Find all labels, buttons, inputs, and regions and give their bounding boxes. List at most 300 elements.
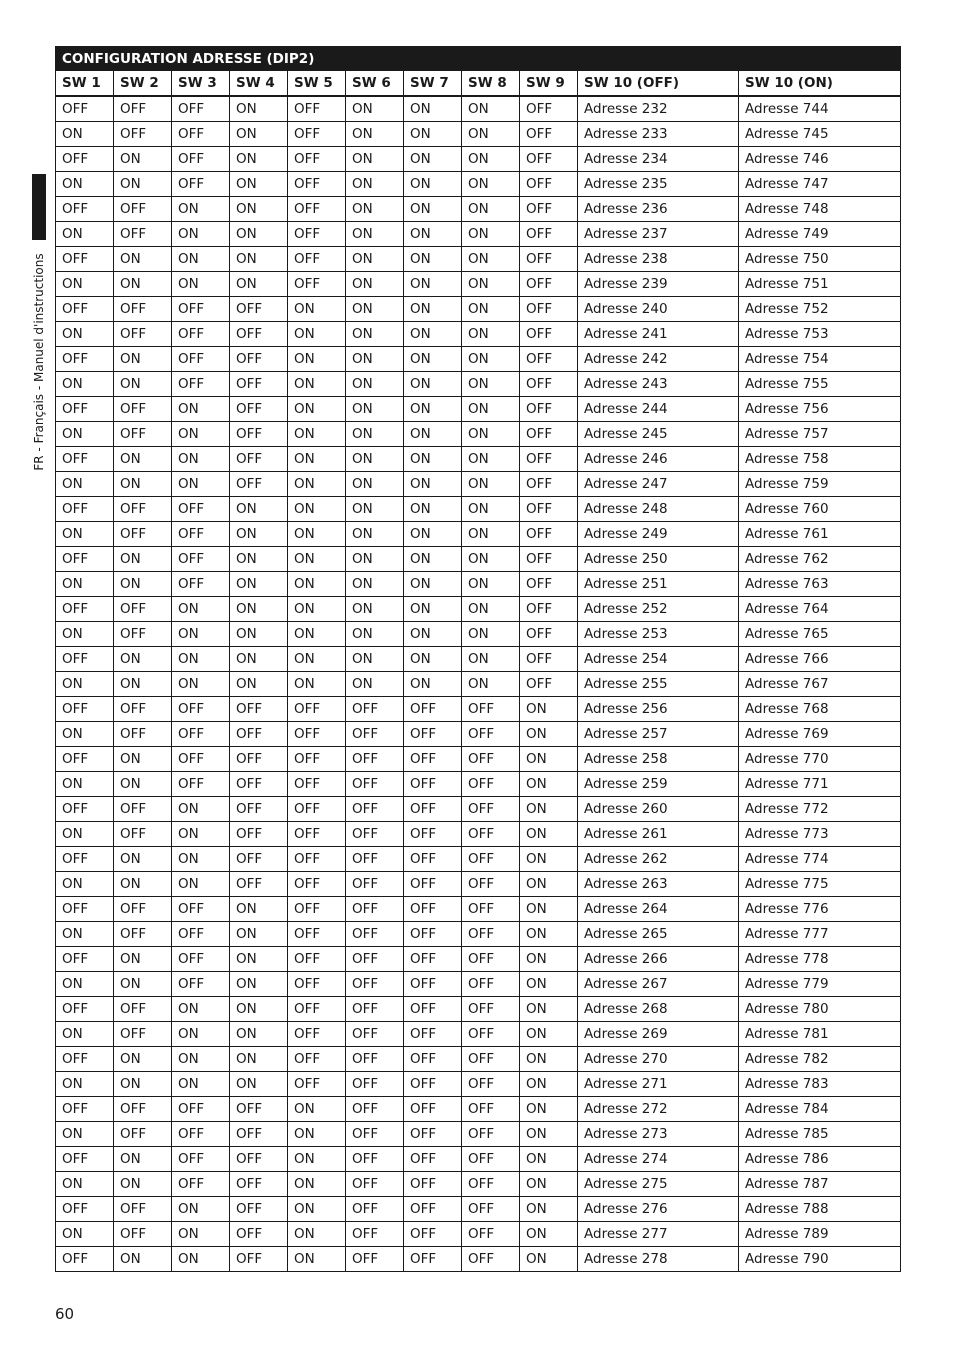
switch-state-cell: ON	[346, 497, 404, 522]
switch-state-cell: OFF	[114, 397, 172, 422]
column-header: SW 10 (OFF)	[578, 71, 739, 97]
switch-state-cell: ON	[462, 447, 520, 472]
switch-state-cell: ON	[114, 1172, 172, 1197]
address-cell: Adresse 240	[578, 297, 739, 322]
switch-state-cell: ON	[288, 647, 346, 672]
switch-state-cell: ON	[520, 1022, 578, 1047]
switch-state-cell: ON	[230, 222, 288, 247]
switch-state-cell: OFF	[230, 722, 288, 747]
switch-state-cell: OFF	[114, 997, 172, 1022]
table-row	[56, 847, 901, 872]
switch-state-cell: ON	[346, 222, 404, 247]
switch-state-cell: ON	[462, 497, 520, 522]
switch-state-cell: ON	[56, 1022, 114, 1047]
switch-state-cell: OFF	[114, 797, 172, 822]
table-row	[56, 622, 901, 647]
switch-state-cell: ON	[230, 497, 288, 522]
address-cell: Adresse 270	[578, 1047, 739, 1072]
switch-state-cell: ON	[346, 397, 404, 422]
switch-state-cell: ON	[172, 447, 230, 472]
switch-state-cell: ON	[520, 1147, 578, 1172]
address-cell: Adresse 276	[578, 1197, 739, 1222]
switch-state-cell: OFF	[288, 122, 346, 147]
switch-state-cell: ON	[288, 1147, 346, 1172]
switch-state-cell: ON	[404, 497, 462, 522]
switch-state-cell: OFF	[114, 1222, 172, 1247]
switch-state-cell: OFF	[288, 822, 346, 847]
switch-state-cell: OFF	[462, 772, 520, 797]
side-section-label: FR - Français - Manuel d'instructions	[32, 253, 46, 471]
address-cell: Adresse 267	[578, 972, 739, 997]
switch-state-cell: OFF	[520, 272, 578, 297]
switch-state-cell: ON	[230, 1022, 288, 1047]
switch-state-cell: ON	[114, 372, 172, 397]
switch-state-cell: OFF	[404, 972, 462, 997]
switch-state-cell: ON	[404, 447, 462, 472]
switch-state-cell: ON	[346, 122, 404, 147]
address-cell: Adresse 781	[739, 1022, 901, 1047]
column-header: SW 4	[230, 71, 288, 97]
address-cell: Adresse 241	[578, 322, 739, 347]
address-cell: Adresse 753	[739, 322, 901, 347]
column-header: SW 10 (ON)	[739, 71, 901, 97]
switch-state-cell: ON	[288, 1222, 346, 1247]
switch-state-cell: OFF	[230, 322, 288, 347]
switch-state-cell: ON	[56, 572, 114, 597]
switch-state-cell: ON	[56, 322, 114, 347]
switch-state-cell: OFF	[288, 247, 346, 272]
switch-state-cell: ON	[288, 347, 346, 372]
switch-state-cell: OFF	[404, 722, 462, 747]
address-cell: Adresse 238	[578, 247, 739, 272]
switch-state-cell: ON	[520, 747, 578, 772]
switch-state-cell: OFF	[114, 422, 172, 447]
switch-state-cell: ON	[520, 1172, 578, 1197]
switch-state-cell: OFF	[288, 997, 346, 1022]
switch-state-cell: OFF	[346, 847, 404, 872]
table-row	[56, 797, 901, 822]
switch-state-cell: ON	[462, 272, 520, 297]
switch-state-cell: OFF	[404, 1197, 462, 1222]
switch-state-cell: OFF	[346, 1147, 404, 1172]
switch-state-cell: ON	[288, 422, 346, 447]
switch-state-cell: OFF	[520, 572, 578, 597]
switch-state-cell: ON	[346, 422, 404, 447]
switch-state-cell: OFF	[462, 1047, 520, 1072]
switch-state-cell: OFF	[288, 96, 346, 122]
switch-state-cell: ON	[404, 96, 462, 122]
switch-state-cell: ON	[114, 772, 172, 797]
address-cell: Adresse 744	[739, 96, 901, 122]
switch-state-cell: ON	[114, 272, 172, 297]
switch-state-cell: OFF	[172, 297, 230, 322]
address-cell: Adresse 752	[739, 297, 901, 322]
switch-state-cell: ON	[230, 96, 288, 122]
switch-state-cell: ON	[56, 772, 114, 797]
switch-state-cell: OFF	[288, 872, 346, 897]
switch-state-cell: OFF	[462, 1172, 520, 1197]
switch-state-cell: OFF	[288, 747, 346, 772]
switch-state-cell: OFF	[230, 297, 288, 322]
switch-state-cell: ON	[404, 522, 462, 547]
switch-state-cell: OFF	[346, 872, 404, 897]
switch-state-cell: OFF	[520, 172, 578, 197]
table-row	[56, 547, 901, 572]
switch-state-cell: ON	[114, 147, 172, 172]
table-row	[56, 247, 901, 272]
switch-state-cell: ON	[172, 1072, 230, 1097]
address-cell: Adresse 757	[739, 422, 901, 447]
page-number: 60	[55, 1305, 75, 1323]
switch-state-cell: OFF	[172, 1172, 230, 1197]
switch-state-cell: ON	[56, 1072, 114, 1097]
switch-state-cell: OFF	[288, 272, 346, 297]
switch-state-cell: OFF	[288, 697, 346, 722]
switch-state-cell: ON	[172, 1222, 230, 1247]
switch-state-cell: OFF	[56, 597, 114, 622]
switch-state-cell: OFF	[520, 547, 578, 572]
switch-state-cell: OFF	[346, 722, 404, 747]
switch-state-cell: ON	[346, 622, 404, 647]
switch-state-cell: ON	[404, 597, 462, 622]
switch-state-cell: ON	[230, 997, 288, 1022]
switch-state-cell: OFF	[230, 1172, 288, 1197]
switch-state-cell: ON	[288, 472, 346, 497]
switch-state-cell: ON	[56, 872, 114, 897]
switch-state-cell: ON	[114, 747, 172, 772]
switch-state-cell: OFF	[520, 397, 578, 422]
switch-state-cell: ON	[172, 847, 230, 872]
switch-state-cell: OFF	[346, 797, 404, 822]
switch-state-cell: ON	[56, 972, 114, 997]
switch-state-cell: OFF	[56, 897, 114, 922]
switch-state-cell: ON	[520, 922, 578, 947]
switch-state-cell: OFF	[172, 897, 230, 922]
switch-state-cell: ON	[172, 247, 230, 272]
switch-state-cell: OFF	[172, 372, 230, 397]
switch-state-cell: OFF	[346, 1097, 404, 1122]
switch-state-cell: ON	[230, 122, 288, 147]
switch-state-cell: ON	[172, 222, 230, 247]
address-cell: Adresse 269	[578, 1022, 739, 1047]
column-header: SW 5	[288, 71, 346, 97]
switch-state-cell: ON	[462, 672, 520, 697]
address-cell: Adresse 779	[739, 972, 901, 997]
switch-state-cell: ON	[56, 1172, 114, 1197]
switch-state-cell: ON	[404, 647, 462, 672]
switch-state-cell: OFF	[520, 322, 578, 347]
column-header: SW 2	[114, 71, 172, 97]
switch-state-cell: ON	[520, 1097, 578, 1122]
switch-state-cell: OFF	[346, 1222, 404, 1247]
column-header: SW 3	[172, 71, 230, 97]
switch-state-cell: OFF	[172, 522, 230, 547]
address-cell: Adresse 756	[739, 397, 901, 422]
switch-state-cell: ON	[230, 672, 288, 697]
address-cell: Adresse 748	[739, 197, 901, 222]
switch-state-cell: ON	[288, 447, 346, 472]
switch-state-cell: ON	[230, 572, 288, 597]
switch-state-cell: OFF	[230, 472, 288, 497]
switch-state-cell: OFF	[172, 947, 230, 972]
switch-state-cell: OFF	[230, 822, 288, 847]
switch-state-cell: ON	[288, 497, 346, 522]
switch-state-cell: OFF	[114, 822, 172, 847]
switch-state-cell: ON	[462, 397, 520, 422]
switch-state-cell: ON	[230, 1072, 288, 1097]
switch-state-cell: OFF	[114, 697, 172, 722]
address-cell: Adresse 233	[578, 122, 739, 147]
switch-state-cell: OFF	[56, 547, 114, 572]
switch-state-cell: OFF	[172, 972, 230, 997]
address-cell: Adresse 790	[739, 1247, 901, 1272]
table-row	[56, 1097, 901, 1122]
switch-state-cell: ON	[172, 672, 230, 697]
switch-state-cell: ON	[404, 422, 462, 447]
switch-state-cell: OFF	[56, 997, 114, 1022]
address-cell: Adresse 264	[578, 897, 739, 922]
switch-state-cell: ON	[172, 1047, 230, 1072]
switch-state-cell: OFF	[172, 547, 230, 572]
table-row	[56, 1172, 901, 1197]
switch-state-cell: OFF	[404, 997, 462, 1022]
address-cell: Adresse 788	[739, 1197, 901, 1222]
address-cell: Adresse 751	[739, 272, 901, 297]
switch-state-cell: ON	[114, 247, 172, 272]
table-row	[56, 372, 901, 397]
switch-state-cell: OFF	[288, 722, 346, 747]
switch-state-cell: ON	[462, 522, 520, 547]
column-header: SW 8	[462, 71, 520, 97]
switch-state-cell: ON	[288, 1122, 346, 1147]
table-row	[56, 647, 901, 672]
switch-state-cell: OFF	[404, 872, 462, 897]
address-cell: Adresse 251	[578, 572, 739, 597]
switch-state-cell: ON	[462, 597, 520, 622]
switch-state-cell: ON	[462, 372, 520, 397]
switch-state-cell: ON	[462, 247, 520, 272]
switch-state-cell: ON	[230, 522, 288, 547]
switch-state-cell: ON	[172, 422, 230, 447]
address-cell: Adresse 784	[739, 1097, 901, 1122]
switch-state-cell: ON	[114, 472, 172, 497]
switch-state-cell: OFF	[520, 497, 578, 522]
switch-state-cell: OFF	[56, 197, 114, 222]
address-cell: Adresse 268	[578, 997, 739, 1022]
switch-state-cell: OFF	[520, 672, 578, 697]
switch-state-cell: ON	[462, 222, 520, 247]
switch-state-cell: ON	[346, 522, 404, 547]
table-row	[56, 447, 901, 472]
switch-state-cell: OFF	[230, 697, 288, 722]
switch-state-cell: ON	[520, 947, 578, 972]
table-row	[56, 572, 901, 597]
switch-state-cell: ON	[288, 372, 346, 397]
switch-state-cell: OFF	[114, 1022, 172, 1047]
address-cell: Adresse 749	[739, 222, 901, 247]
address-cell: Adresse 243	[578, 372, 739, 397]
switch-state-cell: ON	[172, 472, 230, 497]
address-cell: Adresse 272	[578, 1097, 739, 1122]
switch-state-cell: ON	[172, 872, 230, 897]
switch-state-cell: ON	[172, 647, 230, 672]
switch-state-cell: ON	[520, 822, 578, 847]
address-cell: Adresse 786	[739, 1147, 901, 1172]
switch-state-cell: OFF	[462, 997, 520, 1022]
switch-state-cell: OFF	[520, 297, 578, 322]
switch-state-cell: ON	[462, 96, 520, 122]
switch-state-cell: OFF	[288, 797, 346, 822]
table-row	[56, 672, 901, 697]
switch-state-cell: ON	[520, 1247, 578, 1272]
switch-state-cell: OFF	[172, 722, 230, 747]
switch-state-cell: OFF	[288, 1072, 346, 1097]
switch-state-cell: OFF	[346, 747, 404, 772]
table-row	[56, 147, 901, 172]
table-header-row	[56, 71, 901, 97]
switch-state-cell: ON	[346, 472, 404, 497]
switch-state-cell: OFF	[230, 447, 288, 472]
table-row	[56, 272, 901, 297]
switch-state-cell: ON	[404, 197, 462, 222]
switch-state-cell: OFF	[404, 697, 462, 722]
switch-state-cell: ON	[172, 622, 230, 647]
switch-state-cell: OFF	[462, 947, 520, 972]
table-row	[56, 1047, 901, 1072]
switch-state-cell: OFF	[114, 1122, 172, 1147]
address-cell: Adresse 787	[739, 1172, 901, 1197]
switch-state-cell: ON	[172, 1197, 230, 1222]
address-cell: Adresse 768	[739, 697, 901, 722]
switch-state-cell: ON	[462, 422, 520, 447]
address-cell: Adresse 776	[739, 897, 901, 922]
column-header: SW 1	[56, 71, 114, 97]
switch-state-cell: ON	[230, 172, 288, 197]
address-cell: Adresse 274	[578, 1147, 739, 1172]
switch-state-cell: OFF	[404, 1222, 462, 1247]
switch-state-cell: OFF	[114, 522, 172, 547]
table-row	[56, 1247, 901, 1272]
switch-state-cell: OFF	[462, 1197, 520, 1222]
switch-state-cell: OFF	[520, 447, 578, 472]
switch-state-cell: ON	[520, 1122, 578, 1147]
switch-state-cell: OFF	[56, 247, 114, 272]
switch-state-cell: OFF	[288, 772, 346, 797]
address-cell: Adresse 255	[578, 672, 739, 697]
switch-state-cell: OFF	[462, 822, 520, 847]
switch-state-cell: ON	[114, 1147, 172, 1172]
switch-state-cell: OFF	[520, 347, 578, 372]
switch-state-cell: OFF	[462, 747, 520, 772]
address-cell: Adresse 235	[578, 172, 739, 197]
switch-state-cell: ON	[346, 172, 404, 197]
switch-state-cell: ON	[114, 647, 172, 672]
switch-state-cell: ON	[404, 147, 462, 172]
table-row	[56, 172, 901, 197]
address-cell: Adresse 777	[739, 922, 901, 947]
switch-state-cell: ON	[114, 972, 172, 997]
switch-state-cell: ON	[404, 272, 462, 297]
address-cell: Adresse 765	[739, 622, 901, 647]
switch-state-cell: OFF	[172, 322, 230, 347]
switch-state-cell: OFF	[114, 1197, 172, 1222]
switch-state-cell: OFF	[462, 797, 520, 822]
table-row	[56, 922, 901, 947]
table-row	[56, 122, 901, 147]
switch-state-cell: OFF	[346, 997, 404, 1022]
switch-state-cell: OFF	[404, 1122, 462, 1147]
switch-state-cell: OFF	[462, 847, 520, 872]
address-cell: Adresse 766	[739, 647, 901, 672]
switch-state-cell: OFF	[404, 897, 462, 922]
switch-state-cell: OFF	[404, 822, 462, 847]
switch-state-cell: OFF	[172, 1122, 230, 1147]
switch-state-cell: OFF	[114, 622, 172, 647]
address-cell: Adresse 258	[578, 747, 739, 772]
switch-state-cell: OFF	[230, 372, 288, 397]
address-cell: Adresse 747	[739, 172, 901, 197]
switch-state-cell: OFF	[404, 772, 462, 797]
switch-state-cell: OFF	[346, 947, 404, 972]
switch-state-cell: ON	[172, 597, 230, 622]
switch-state-cell: ON	[56, 422, 114, 447]
table-row	[56, 1222, 901, 1247]
address-cell: Adresse 755	[739, 372, 901, 397]
address-cell: Adresse 236	[578, 197, 739, 222]
switch-state-cell: ON	[288, 1097, 346, 1122]
switch-state-cell: ON	[520, 972, 578, 997]
switch-state-cell: OFF	[520, 372, 578, 397]
switch-state-cell: OFF	[346, 1022, 404, 1047]
switch-state-cell: OFF	[404, 1072, 462, 1097]
switch-state-cell: ON	[288, 297, 346, 322]
switch-state-cell: ON	[520, 697, 578, 722]
switch-state-cell: OFF	[230, 747, 288, 772]
address-cell: Adresse 762	[739, 547, 901, 572]
switch-state-cell: OFF	[56, 447, 114, 472]
switch-state-cell: ON	[56, 922, 114, 947]
switch-state-cell: OFF	[462, 1122, 520, 1147]
switch-state-cell: ON	[114, 847, 172, 872]
switch-state-cell: OFF	[520, 222, 578, 247]
switch-state-cell: ON	[230, 547, 288, 572]
switch-state-cell: ON	[230, 947, 288, 972]
switch-state-cell: ON	[520, 722, 578, 747]
table-row	[56, 972, 901, 997]
switch-state-cell: OFF	[404, 1147, 462, 1172]
switch-state-cell: ON	[172, 397, 230, 422]
switch-state-cell: ON	[346, 96, 404, 122]
address-cell: Adresse 260	[578, 797, 739, 822]
switch-state-cell: OFF	[172, 747, 230, 772]
switch-state-cell: ON	[346, 372, 404, 397]
switch-state-cell: OFF	[288, 147, 346, 172]
switch-state-cell: OFF	[114, 897, 172, 922]
switch-state-cell: ON	[114, 1047, 172, 1072]
switch-state-cell: OFF	[462, 1022, 520, 1047]
switch-state-cell: OFF	[462, 1072, 520, 1097]
switch-state-cell: ON	[520, 1222, 578, 1247]
switch-state-cell: ON	[56, 672, 114, 697]
switch-state-cell: OFF	[56, 1197, 114, 1222]
switch-state-cell: OFF	[56, 1247, 114, 1272]
switch-state-cell: OFF	[346, 972, 404, 997]
switch-state-cell: ON	[56, 122, 114, 147]
table-row	[56, 872, 901, 897]
address-cell: Adresse 250	[578, 547, 739, 572]
switch-state-cell: ON	[56, 722, 114, 747]
address-cell: Adresse 745	[739, 122, 901, 147]
